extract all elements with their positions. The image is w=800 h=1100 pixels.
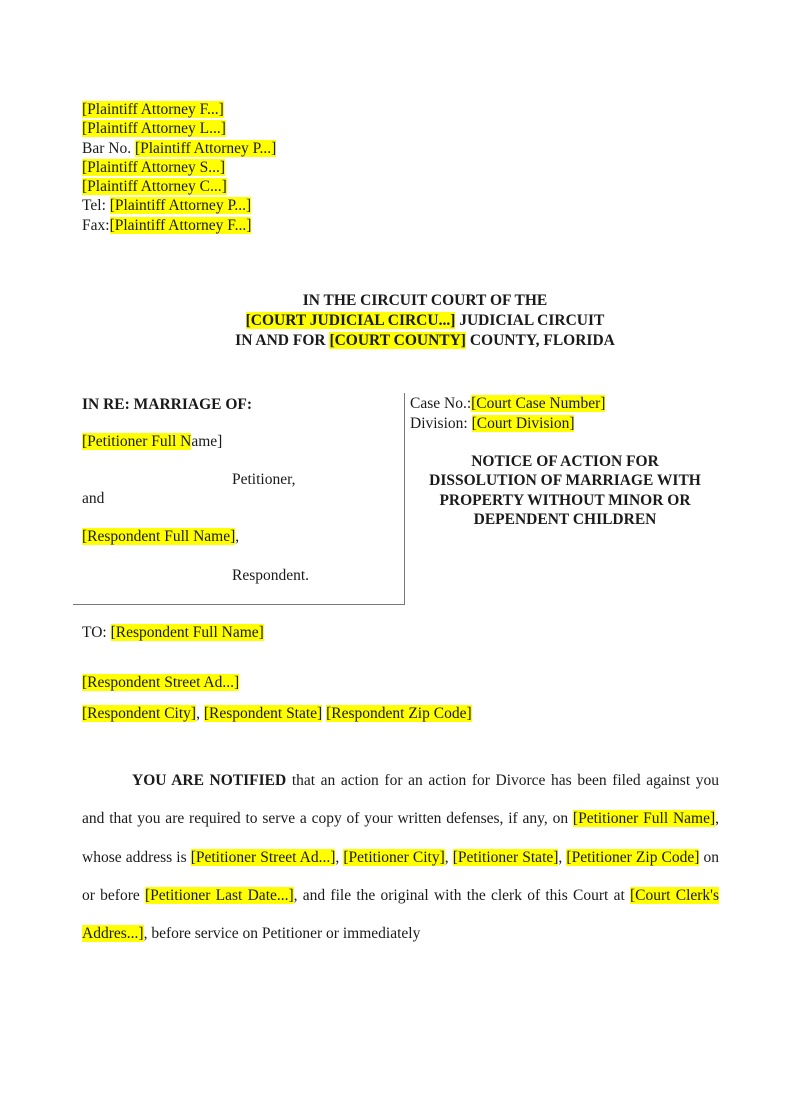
fax-label: Fax:: [82, 216, 110, 234]
attorney-line: [82, 196, 276, 215]
respondent-street-line: [82, 674, 239, 692]
field-attorney-street[interactable]: [Plaintiff Attorney S...]: [82, 158, 226, 176]
comma: ,: [235, 528, 240, 545]
attorney-line: [82, 216, 276, 235]
field-attorney-fax[interactable]: [Plaintiff Attorney F...]: [109, 216, 252, 234]
field-petitioner-city[interactable]: [Petitioner City]: [343, 848, 445, 866]
tel-label: Tel:: [82, 197, 110, 215]
to-line: [82, 624, 264, 642]
field-petitioner-state[interactable]: [Petitioner State]: [452, 848, 559, 866]
attorney-line: [82, 158, 276, 177]
body-text: ,: [558, 848, 567, 866]
field-court-clerk-address[interactable]: [Court Clerk's Addres...]: [82, 886, 719, 943]
division-label: Division:: [410, 414, 472, 432]
bar-no-label: Bar No.: [82, 139, 135, 157]
respondent-city-state-zip-line: [82, 705, 472, 723]
court-heading-line-2: [0, 311, 800, 331]
petitioner-label: Petitioner,: [232, 471, 296, 488]
attorney-line: [82, 139, 276, 158]
field-respondent-full-name[interactable]: [Respondent Full Name]: [82, 528, 236, 545]
in-and-for-text: IN AND FOR: [235, 332, 330, 349]
field-petitioner-street[interactable]: [Petitioner Street Ad...]: [190, 848, 336, 866]
respondent-name-line: [82, 528, 239, 546]
notice-title-line: DISSOLUTION OF MARRIAGE WITH: [429, 472, 701, 490]
body-text: ,: [444, 848, 453, 866]
notice-title-line: DEPENDENT CHILDREN: [473, 510, 657, 528]
field-respondent-zip[interactable]: [Respondent Zip Code]: [326, 705, 472, 722]
field-court-judicial-circuit[interactable]: [COURT JUDICIAL CIRCU...]: [245, 312, 456, 329]
field-to-respondent-name[interactable]: [Respondent Full Name]: [110, 624, 264, 641]
notice-title-line: PROPERTY WITHOUT MINOR OR: [439, 491, 691, 509]
attorney-line: [82, 177, 276, 196]
respondent-label: Respondent.: [232, 567, 310, 584]
case-number-line: [410, 394, 720, 414]
petitioner-name-rest: ame]: [191, 433, 223, 450]
field-court-case-number[interactable]: [Court Case Number]: [471, 395, 606, 412]
body-text: , before service on Petitioner or immediately: [143, 925, 421, 943]
body-text: that an action for an action for Divorce has been filed against you and that you are required to serve a copy of your written defenses, if any, on: [82, 772, 719, 828]
division-line: [410, 414, 720, 434]
field-court-division[interactable]: [Court Division]: [471, 414, 575, 432]
field-court-county[interactable]: [COURT COUNTY]: [329, 332, 466, 349]
to-label: TO:: [82, 624, 111, 641]
field-respondent-street[interactable]: [Respondent Street Ad...]: [82, 674, 240, 691]
you-are-notified-text: YOU ARE NOTIFIED: [132, 772, 287, 789]
field-respondent-state[interactable]: [Respondent State]: [203, 705, 323, 722]
notice-title: [410, 452, 720, 529]
in-re-heading: IN RE: MARRIAGE OF:: [82, 396, 253, 413]
attorney-line: [82, 119, 276, 138]
body-text: , whose address is: [82, 810, 719, 866]
body-text: on or before: [82, 848, 720, 904]
case-no-label: Case No.:: [410, 395, 472, 412]
field-attorney-city[interactable]: [Plaintiff Attorney C...]: [82, 178, 227, 196]
body-text: ,: [335, 848, 344, 866]
caption-parties-box: [73, 393, 405, 605]
county-florida-text: COUNTY, FLORIDA: [465, 332, 615, 349]
court-heading: [0, 291, 800, 351]
field-petitioner-zip[interactable]: [Petitioner Zip Code]: [566, 848, 700, 866]
attorney-block: [82, 100, 276, 235]
court-heading-line-1: IN THE CIRCUIT COURT OF THE: [302, 292, 548, 309]
court-heading-line-3: [0, 331, 800, 351]
caption-case-info: [410, 394, 720, 529]
judicial-circuit-text: JUDICIAL CIRCUIT: [455, 312, 605, 329]
field-petitioner-full-name[interactable]: [Petitioner Full N: [82, 433, 192, 450]
field-petitioner-full-name-body[interactable]: [Petitioner Full Name]: [572, 810, 716, 828]
field-petitioner-last-date[interactable]: [Petitioner Last Date...]: [145, 886, 294, 904]
field-attorney-last-name[interactable]: [Plaintiff Attorney L...]: [82, 120, 226, 138]
field-attorney-first-name[interactable]: [Plaintiff Attorney F...]: [82, 101, 224, 118]
notice-body-paragraph: [82, 762, 719, 953]
field-attorney-bar-number[interactable]: [Plaintiff Attorney P...]: [134, 139, 277, 157]
field-attorney-phone[interactable]: [Plaintiff Attorney P...]: [109, 197, 252, 215]
petitioner-name-line: [82, 433, 222, 451]
attorney-line: [82, 100, 276, 119]
and-label: and: [82, 490, 105, 507]
notice-title-line: NOTICE OF ACTION FOR: [471, 453, 659, 470]
field-respondent-city[interactable]: [Respondent City]: [82, 705, 197, 722]
body-text: , and file the original with the clerk of this Court at: [293, 886, 631, 904]
separator: ,: [196, 705, 204, 722]
